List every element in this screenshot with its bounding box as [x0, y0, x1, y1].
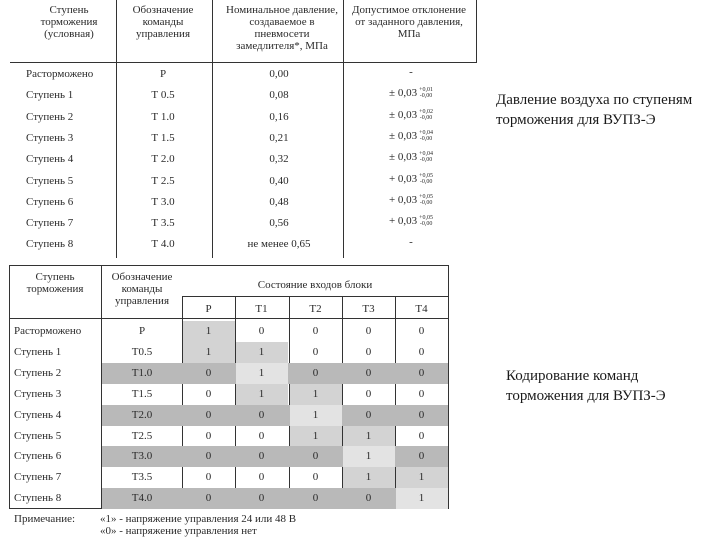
- t1-stage-cell: Ступень 6: [26, 196, 74, 208]
- t1-tolerance-lower: -0,00: [419, 157, 433, 164]
- t1-deviation-cell: [350, 236, 472, 249]
- t1-tolerance-upper: +0,05: [419, 173, 434, 180]
- t2-code-cell: Т3.0: [131, 450, 153, 462]
- t1-stage-cell: Ступень 1: [26, 89, 74, 101]
- t1-pressure-cell: 0,40: [269, 175, 289, 187]
- t2-stage-cell: Ступень 7: [14, 471, 62, 483]
- t1-deviation-cell: [350, 66, 472, 79]
- t1-header-code: Обозначение команды управления: [132, 4, 194, 40]
- t1-header-stage: Ступень торможения (условная): [40, 4, 98, 40]
- t1-deviation-value: -: [409, 236, 413, 248]
- t1-code-cell: Т 4.0: [151, 238, 175, 250]
- t2-stage-cell: Ступень 3: [14, 388, 62, 400]
- t1-tolerance-lower: -0,00: [419, 200, 433, 207]
- t2-code-cell: Т4.0: [131, 492, 153, 504]
- t1-tolerance: [419, 87, 433, 99]
- t1-pressure-cell: 0,21: [269, 132, 289, 144]
- t2-code-cell: Т3.5: [131, 471, 153, 483]
- t2-state-cell: 0: [365, 409, 372, 421]
- t2-state-cell: 0: [365, 367, 372, 379]
- t1-tolerance-lower: -0,00: [419, 115, 433, 122]
- t2-state-cell: 0: [365, 388, 372, 400]
- t2-note-label: Примечание:: [14, 513, 76, 525]
- t2-state-cell: 1: [365, 471, 372, 483]
- t2-note-1: «1» - напряжение управления 24 или 48 В: [100, 513, 297, 525]
- t1-tolerance-lower: -0,00: [419, 136, 433, 143]
- t2-state-cell: 0: [205, 471, 212, 483]
- t1-pressure-cell: 0,00: [269, 68, 289, 80]
- t1-pressure-cell: 0,32: [269, 153, 289, 165]
- t2-state-cell: 0: [312, 471, 319, 483]
- t2-state-cell: 1: [258, 367, 265, 379]
- t2-stage-cell: Ступень 1: [14, 346, 62, 358]
- t1-code-cell: Т 2.5: [151, 175, 175, 187]
- t2-input-header: Т1: [255, 303, 268, 315]
- t2-state-cell: 1: [258, 388, 265, 400]
- t2-stage-cell: Ступень 5: [14, 430, 62, 442]
- t1-pressure-cell: 0,48: [269, 196, 289, 208]
- t2-state-cell: 0: [418, 325, 425, 337]
- t2-stage-cell: Ступень 2: [14, 367, 62, 379]
- t1-deviation-value: -: [409, 66, 413, 78]
- t2-state-cell: 0: [418, 367, 425, 379]
- t2-state-cell: 0: [312, 492, 319, 504]
- t2-state-cell: 0: [258, 492, 265, 504]
- t1-pressure-cell: 0,16: [269, 111, 289, 123]
- t1-code-cell: Т 3.0: [151, 196, 175, 208]
- t2-state-cell: 0: [418, 409, 425, 421]
- t2-state-cell: 0: [365, 492, 372, 504]
- t2-stage-cell: Ступень 6: [14, 450, 62, 462]
- t1-tolerance: [419, 151, 433, 163]
- t2-state-cell: 0: [418, 388, 425, 400]
- t2-state-cell: 0: [418, 450, 425, 462]
- t2-state-cell: 0: [258, 409, 265, 421]
- t1-tolerance: [419, 130, 433, 142]
- t1-code-cell: Р: [159, 68, 167, 80]
- t2-input-header: Т3: [362, 303, 375, 315]
- t1-pressure-cell: не менее 0,65: [247, 238, 311, 250]
- t1-deviation-cell: [350, 130, 472, 143]
- t2-state-cell: 1: [205, 325, 212, 337]
- t2-state-cell: 1: [418, 471, 425, 483]
- t1-pressure-cell: 0,56: [269, 217, 289, 229]
- t1-code-cell: Т 2.0: [151, 153, 175, 165]
- t2-header-stage: Ступень торможения: [26, 271, 84, 295]
- t1-tolerance-upper: +0,05: [419, 194, 434, 201]
- t1-deviation-cell: [350, 173, 472, 186]
- t2-state-cell: 1: [258, 346, 265, 358]
- t1-stage-cell: Ступень 2: [26, 111, 74, 123]
- t1-code-cell: Т 3.5: [151, 217, 175, 229]
- t1-stage-cell: Ступень 3: [26, 132, 74, 144]
- t2-state-cell: 0: [205, 430, 212, 442]
- t1-deviation-cell: [350, 109, 472, 122]
- t2-state-cell: 1: [365, 430, 372, 442]
- t2-input-header: Р: [205, 303, 212, 315]
- t2-code-cell: Т2.0: [131, 409, 153, 421]
- t1-tolerance-lower: -0,00: [419, 93, 433, 100]
- t2-state-cell: 0: [258, 471, 265, 483]
- t2-stage-cell: Расторможено: [14, 325, 82, 337]
- t2-code-cell: Т2.5: [131, 430, 153, 442]
- t1-deviation-value: + 0,03: [388, 173, 418, 185]
- t1-code-cell: Т 1.5: [151, 132, 175, 144]
- t1-deviation-value: ± 0,03: [389, 109, 418, 121]
- pressure-table: [0, 0, 480, 262]
- t1-stage-cell: Ступень 7: [26, 217, 74, 229]
- t1-deviation-value: ± 0,03: [389, 130, 418, 142]
- t2-code-cell: Р: [138, 325, 146, 337]
- caption-coding: Кодирование команд торможения для ВУПЗ-Э: [506, 368, 666, 404]
- t2-state-cell: 0: [205, 409, 212, 421]
- t2-state-cell: 0: [312, 367, 319, 379]
- t1-pressure-cell: 0,08: [269, 89, 289, 101]
- t1-stage-cell: Ступень 4: [26, 153, 74, 165]
- t2-code-cell: Т0.5: [131, 346, 153, 358]
- t1-deviation-value: ± 0,03: [389, 87, 418, 99]
- caption-pressure: Давление воздуха по ступеням торможения для ВУПЗ-Э: [496, 92, 693, 128]
- command-coding-table: [0, 265, 460, 540]
- t2-stage-cell: Ступень 8: [14, 492, 62, 504]
- t1-tolerance-lower: -0,00: [419, 221, 433, 228]
- t1-tolerance-upper: +0,04: [419, 130, 433, 137]
- t1-header-deviation: Допустимое отклонение от заданного давления, МПа: [351, 4, 467, 40]
- t2-state-cell: 0: [205, 492, 212, 504]
- t1-deviation-cell: [350, 194, 472, 207]
- t2-state-cell: 0: [312, 346, 319, 358]
- t2-state-cell: 1: [312, 409, 319, 421]
- t1-tolerance-upper: +0,05: [419, 215, 434, 222]
- t2-state-cell: 1: [312, 430, 319, 442]
- t2-state-cell: 0: [258, 430, 265, 442]
- t1-deviation-cell: [350, 151, 472, 164]
- t1-tolerance-upper: +0,02: [419, 109, 433, 116]
- t2-state-cell: 0: [418, 430, 425, 442]
- t2-input-header: Т4: [415, 303, 428, 315]
- t2-header-state: Состояние входов блоки: [257, 279, 373, 291]
- t1-deviation-value: ± 0,03: [389, 151, 418, 163]
- t1-tolerance: [419, 194, 433, 206]
- t2-code-cell: Т1.0: [131, 367, 153, 379]
- t2-state-cell: 0: [312, 450, 319, 462]
- t2-state-cell: 0: [365, 346, 372, 358]
- t2-state-cell: 0: [205, 450, 212, 462]
- t2-code-cell: Т1.5: [131, 388, 153, 400]
- t2-state-cell: 0: [365, 325, 372, 337]
- t2-note-2: «0» - напряжение управления нет: [100, 525, 257, 537]
- t1-stage-cell: Ступень 8: [26, 238, 74, 250]
- t1-deviation-cell: [350, 87, 472, 100]
- t2-state-cell: 0: [418, 346, 425, 358]
- t1-stage-cell: Расторможено: [26, 68, 94, 80]
- t2-state-cell: 1: [312, 388, 319, 400]
- t1-stage-cell: Ступень 5: [26, 175, 74, 187]
- t1-header-pressure: Номинальное давление, создаваемое в пневмосети замедлителя*, МПа: [226, 4, 338, 52]
- t2-state-cell: 0: [258, 450, 265, 462]
- t1-tolerance-upper: +0,01: [419, 87, 433, 94]
- t2-header-code: Обозначение команды управления: [111, 271, 173, 307]
- t2-state-cell: 0: [205, 367, 212, 379]
- t2-stage-cell: Ступень 4: [14, 409, 62, 421]
- t2-state-cell: 0: [205, 388, 212, 400]
- t2-state-cell: 1: [418, 492, 425, 504]
- t1-tolerance-lower: -0,00: [419, 179, 433, 186]
- t2-input-header: Т2: [309, 303, 322, 315]
- t1-deviation-cell: [350, 215, 472, 228]
- t1-deviation-value: + 0,03: [388, 194, 418, 206]
- t1-tolerance: [419, 215, 433, 227]
- t1-deviation-value: + 0,03: [388, 215, 418, 227]
- t1-tolerance: [419, 173, 433, 185]
- t1-tolerance: [419, 109, 433, 121]
- t2-state-cell: 0: [258, 325, 265, 337]
- t2-state-cell: 0: [312, 325, 319, 337]
- t2-state-cell: 1: [365, 450, 372, 462]
- t1-code-cell: Т 0.5: [151, 89, 175, 101]
- t1-code-cell: Т 1.0: [151, 111, 175, 123]
- t2-state-cell: 1: [205, 346, 212, 358]
- t1-tolerance-upper: +0,04: [419, 151, 433, 158]
